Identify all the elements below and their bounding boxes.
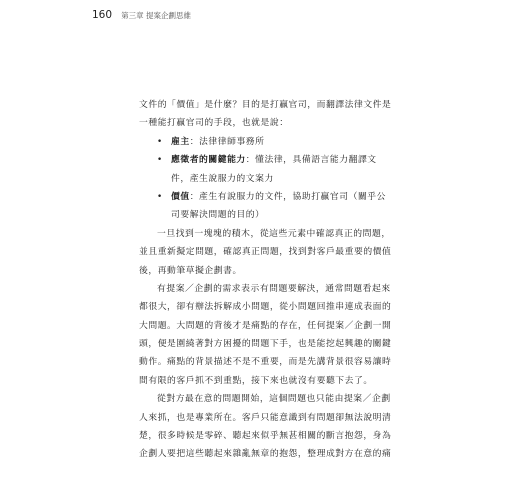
bullet-dot-icon: • [157,191,163,202]
text-line: 楚，很多時候是零碎、聽起來似乎無甚相關的斷言抱怨，身為 [139,431,392,442]
running-header [92,9,191,21]
bullet-text: ：懂法律，具備語言能力翻譯文 [245,155,377,166]
bullet-item-value [139,188,384,206]
text-line: 大問題。大問題的背後才是痛點的存在，任何提案／企劃一開 [139,320,392,331]
text-line: 並且重新擬定問題，確認真正問題，找到對客戶最重要的價值 [139,247,392,258]
text-line: 頭，便是圍繞著對方困擾的問題下手，也是能挖起興趣的關鍵 [139,339,392,350]
text-line: 間有限的客戶抓不到重點，接下來也就沒有要聽下去了。 [139,375,373,386]
bullet-text: ：產生有說服力的文件，協助打贏官司（關乎公 [189,191,386,202]
bullet-continuation: 司要解決問題的目的） [171,210,265,221]
text-line: 文件的「價值」是什麼？目的是打贏官司，而翻譯法律文件是 [139,100,392,110]
bullet-text: ：法律律師事務所 [189,136,265,147]
text-line: 動作。痛點的背景描述不是不重要，而是先講背景很容易讓時 [139,357,392,368]
bullet-continuation: 件，產生說服力的文案力 [171,173,274,184]
bullet-label: 應徵者的關鍵能力 [171,155,246,166]
text-line: 從對方最在意的問題開始，這個問題也只能由提案／企劃 [157,394,391,405]
text-line: 都很大，卻有辦法拆解成小問題，從小問題回推串連成表面的 [139,302,392,313]
bullet-label: 雇主 [171,136,190,147]
text-line: 人來抓，也是專業所在。客戶只能意識到有問題卻無法說明清 [139,412,392,423]
text-line: 企劃人要把這些聽起來雜亂無章的抱怨，整理成對方在意的痛 [139,449,392,460]
bullet-dot-icon: • [157,155,163,166]
chapter-title: 第三章 提案企劃思維 [121,11,191,20]
text-line: 後，再動筆草擬企劃書。 [139,265,242,276]
body-text [139,96,392,464]
text-line: 一旦找到一塊塊的積木，從這些元素中確認真正的問題， [157,228,391,239]
bullet-label: 價值 [171,191,190,202]
text-line: 有提案／企劃的需求表示有問題要解決，通常問題看起來 [157,283,391,294]
page-number: 160 [92,9,113,21]
bullet-dot-icon: • [157,136,163,147]
text-line: 一種能打贏官司的手段，也就是說： [139,118,289,129]
bullet-item-employer [139,133,384,151]
bullet-item-key-ability [139,151,384,169]
